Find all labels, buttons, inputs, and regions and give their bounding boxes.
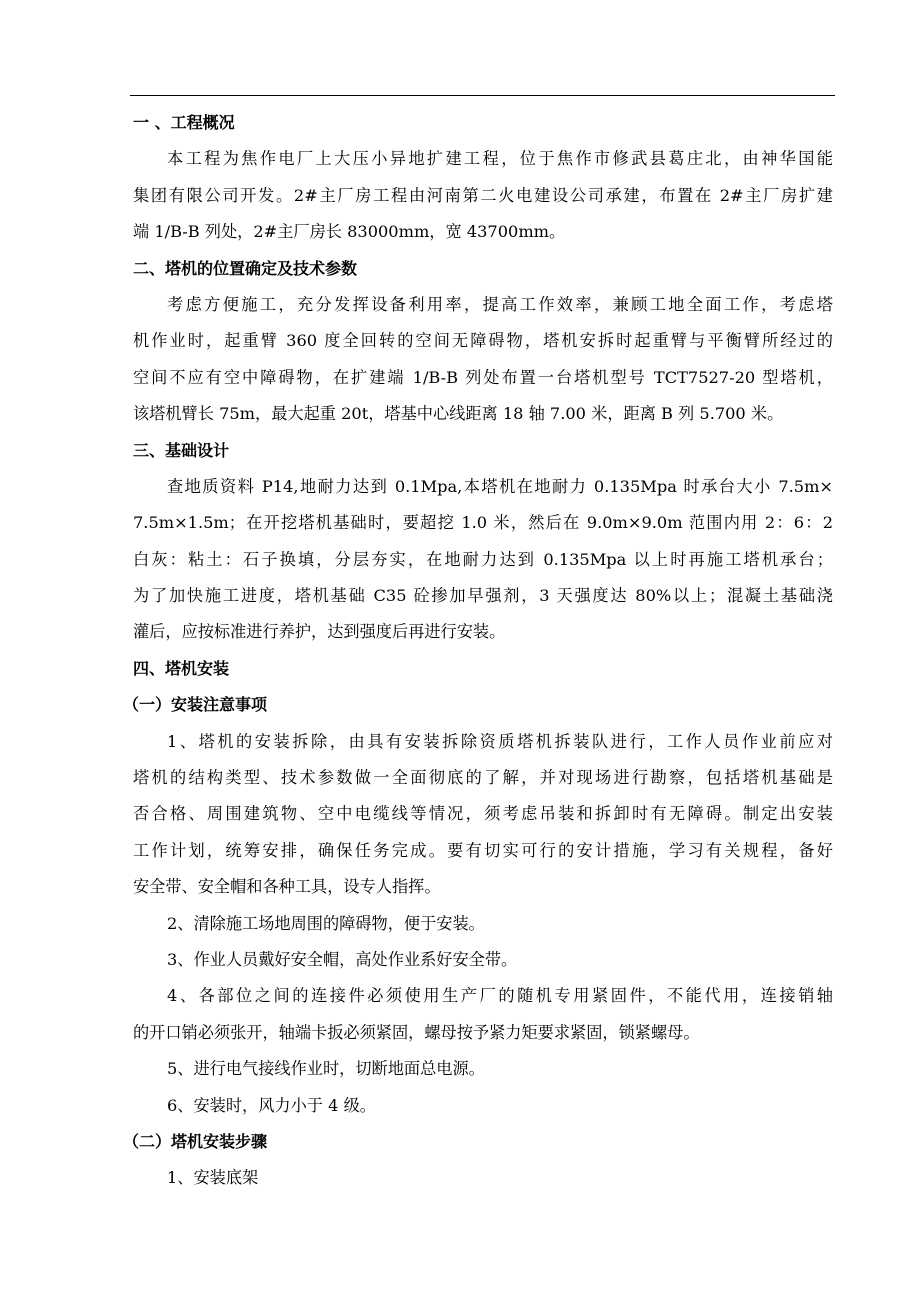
list-item: 3、作业人员戴好安全帽，高处作业系好安全带。 [167, 949, 518, 969]
paragraph-line: 空间不应有空中障碍物，在扩建端 1/B-B 列处布置一台塔机型号 TCT7527-20 型塔机， [133, 367, 833, 387]
paragraph-line: 机作业时，起重臂 360 度全回转的空间无障碍物，塔机安拆时起重臂与平衡臂所经过的 [133, 331, 833, 351]
paragraph-line: 7.5m×1.5m；在开挖塔机基础时，要超挖 1.0 米，然后在 9.0m×9.0m 范围内用 2：6：2 [133, 513, 833, 533]
list-item-line: 安全带、安全帽和各种工具，设专人指挥。 [133, 877, 441, 897]
paragraph-line: 集团有限公司开发。2#主厂房工程由河南第二火电建设公司承建，布置在 2#主厂房扩建 [133, 185, 833, 205]
list-item-line: 4、各部位之间的连接件必须使用生产厂的随机专用紧固件，不能代用，连接销轴 [167, 986, 833, 1006]
list-item-line: 否合格、周围建筑物、空中电缆线等情况，须考虑吊装和拆卸时有无障碍。制定出安装 [133, 804, 833, 824]
section-heading-3: 三、基础设计 [133, 440, 230, 460]
section-heading-2: 二、塔机的位置确定及技术参数 [133, 258, 358, 278]
paragraph-line: 端 1/B-B 列处，2#主厂房长 83000mm，宽 43700mm。 [133, 222, 566, 242]
list-item: 1、安装底架 [167, 1168, 259, 1188]
document-body [123, 105, 833, 1197]
paragraph-line: 白灰：粘土：石子换填，分层夯实，在地耐力达到 0.135Mpa 以上时再施工塔机承台； [133, 549, 833, 569]
paragraph-line: 为了加快施工进度，塔机基础 C35 砼掺加早强剂，3 天强度达 80%以上；混凝土基础浇 [133, 586, 833, 606]
paragraph-line: 考虑方便施工，充分发挥设备利用率，提高工作效率，兼顾工地全面工作，考虑塔 [167, 294, 833, 314]
subsection-heading-1: （一）安装注意事项 [123, 695, 268, 715]
list-item-line: 的开口销必须张开，轴端卡扳必须紧固，螺母按予紧力矩要求紧固，锁紧螺母。 [133, 1022, 700, 1042]
paragraph-line: 查地质资料 P14,地耐力达到 0.1Mpa,本塔机在地耐力 0.135Mpa 时承台大小 7.5m× [167, 476, 833, 496]
list-item: 2、清除施工场地周围的障碍物，便于安装。 [167, 913, 485, 933]
header-rule [130, 95, 835, 96]
section-heading-4: 四、塔机安装 [133, 658, 230, 678]
list-item: 5、进行电气接线作业时，切断地面总电源。 [167, 1059, 485, 1079]
list-item-line: 1、塔机的安装拆除，由具有安装拆除资质塔机拆装队进行，工作人员作业前应对 [167, 731, 833, 751]
list-item: 6、安装时，风力小于 4 级。 [167, 1095, 376, 1115]
section-heading-1: 一 、工程概况 [133, 113, 235, 132]
list-item-line: 工作计划，统筹安排，确保任务完成。要有切实可行的安计措施，学习有关规程，备好 [133, 840, 833, 860]
paragraph-line: 本工程为焦作电厂上大压小异地扩建工程，位于焦作市修武县葛庄北，由神华国能 [167, 149, 833, 169]
list-item-line: 塔机的结构类型、技术参数做一全面彻底的了解，并对现场进行勘察，包括塔机基础是 [133, 768, 833, 788]
paragraph-line: 该塔机臂长 75m，最大起重 20t，塔基中心线距离 18 轴 7.00 米，距离 B 列 5.700 米。 [133, 404, 784, 424]
subsection-heading-2: （二）塔机安装步骤 [123, 1131, 268, 1151]
paragraph-line: 灌后，应按标准进行养护，达到强度后再进行安装。 [133, 622, 506, 642]
